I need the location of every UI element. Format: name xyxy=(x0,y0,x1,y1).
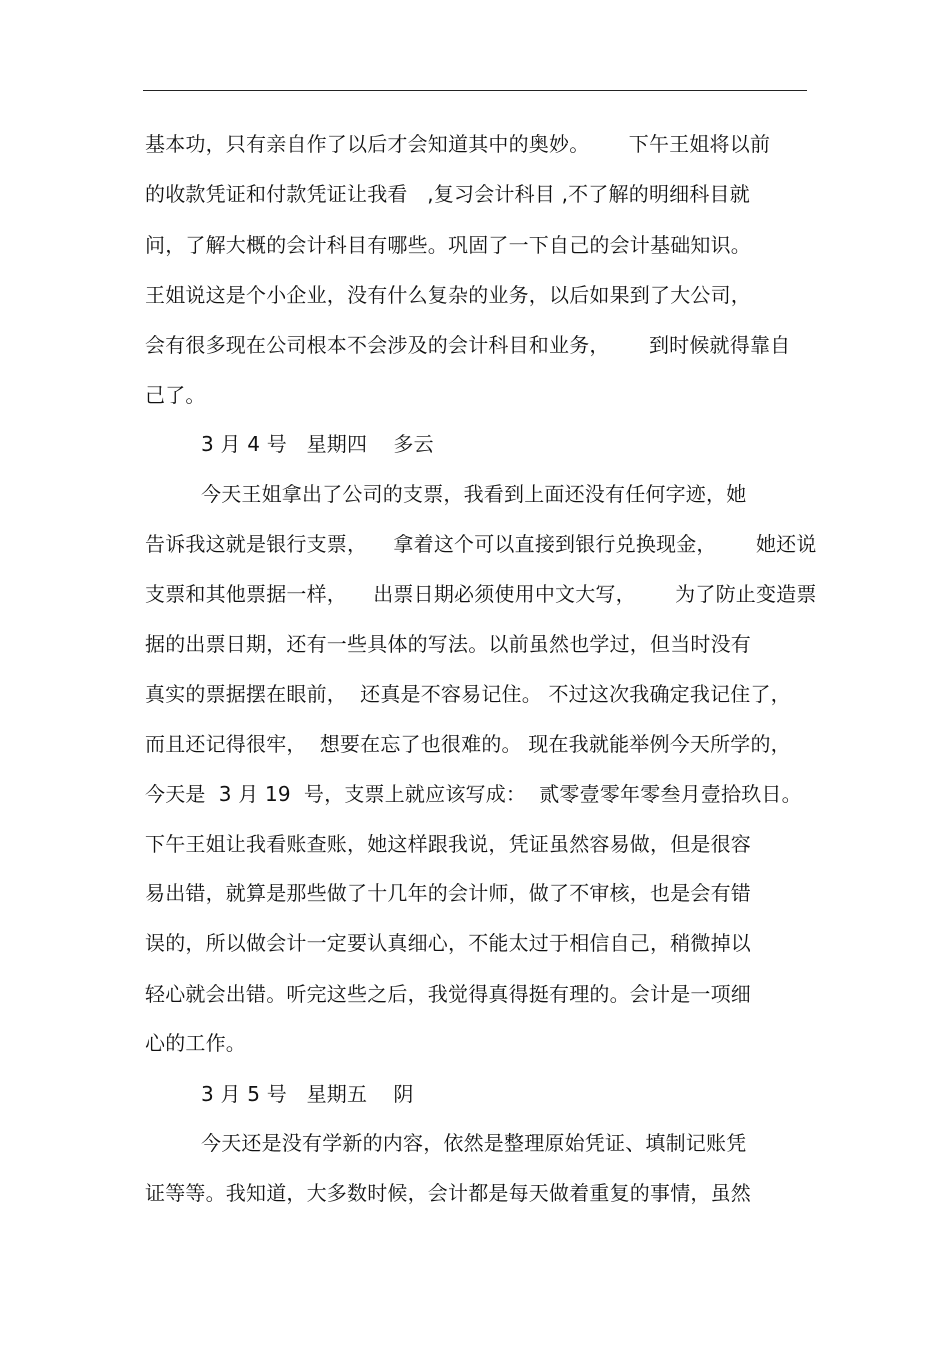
text-line: 己了。 xyxy=(145,383,206,407)
date-heading: 3 月 4 号 星期四 多云 xyxy=(201,432,434,456)
text-line: 今天是 3 月 19 号，支票上就应该写成： 贰零壹零年零叁月壹拾玖日。 xyxy=(145,782,802,806)
text-line: 下午王姐让我看账查账，她这样跟我说，凭证虽然容易做，但是很容 xyxy=(145,832,751,856)
text-line: 会有很多现在公司根本不会涉及的会计科目和业务， 到时候就得靠自 xyxy=(145,333,791,357)
text-line: 今天还是没有学新的内容，依然是整理原始凭证、填制记账凭 xyxy=(201,1131,747,1155)
text-line: 真实的票据摆在眼前， 还真是不容易记住。 不过这次我确定我记住了， xyxy=(145,682,791,706)
text-line: 心的工作。 xyxy=(145,1031,246,1055)
text-line: 轻心就会出错。听完这些之后，我觉得真得挺有理的。会计是一项细 xyxy=(145,982,751,1006)
text-line: 证等等。我知道，大多数时候，会计都是每天做着重复的事情，虽然 xyxy=(145,1181,751,1205)
text-line: 告诉我这就是银行支票， 拿着这个可以直接到银行兑换现金， 她还说 xyxy=(145,532,817,556)
date-heading: 3 月 5 号 星期五 阴 xyxy=(201,1082,414,1106)
text-line: 而且还记得很牢， 想要在忘了也很难的。 现在我就能举例今天所学的， xyxy=(145,732,791,756)
text-line: 的收款凭证和付款凭证让我看 ,复习会计科目 ,不了解的明细科目就 xyxy=(145,182,750,206)
text-line: 误的，所以做会计一定要认真细心，不能太过于相信自己，稍微掉以 xyxy=(145,931,751,955)
text-line: 今天王姐拿出了公司的支票，我看到上面还没有任何字迹，她 xyxy=(201,482,747,506)
text-line: 基本功，只有亲自作了以后才会知道其中的奥妙。 下午王姐将以前 xyxy=(145,132,771,156)
text-line: 问，了解大概的会计科目有哪些。巩固了一下自己的会计基础知识。 xyxy=(145,233,751,257)
text-line: 支票和其他票据一样， 出票日期必须使用中文大写， 为了防止变造票 xyxy=(145,582,817,606)
text-line: 王姐说这是个小企业，没有什么复杂的业务，以后如果到了大公司， xyxy=(145,283,751,307)
text-line: 据的出票日期，还有一些具体的写法。以前虽然也学过，但当时没有 xyxy=(145,632,751,656)
text-line: 易出错，就算是那些做了十几年的会计师，做了不审核，也是会有错 xyxy=(145,881,751,905)
header-rule xyxy=(143,90,807,91)
